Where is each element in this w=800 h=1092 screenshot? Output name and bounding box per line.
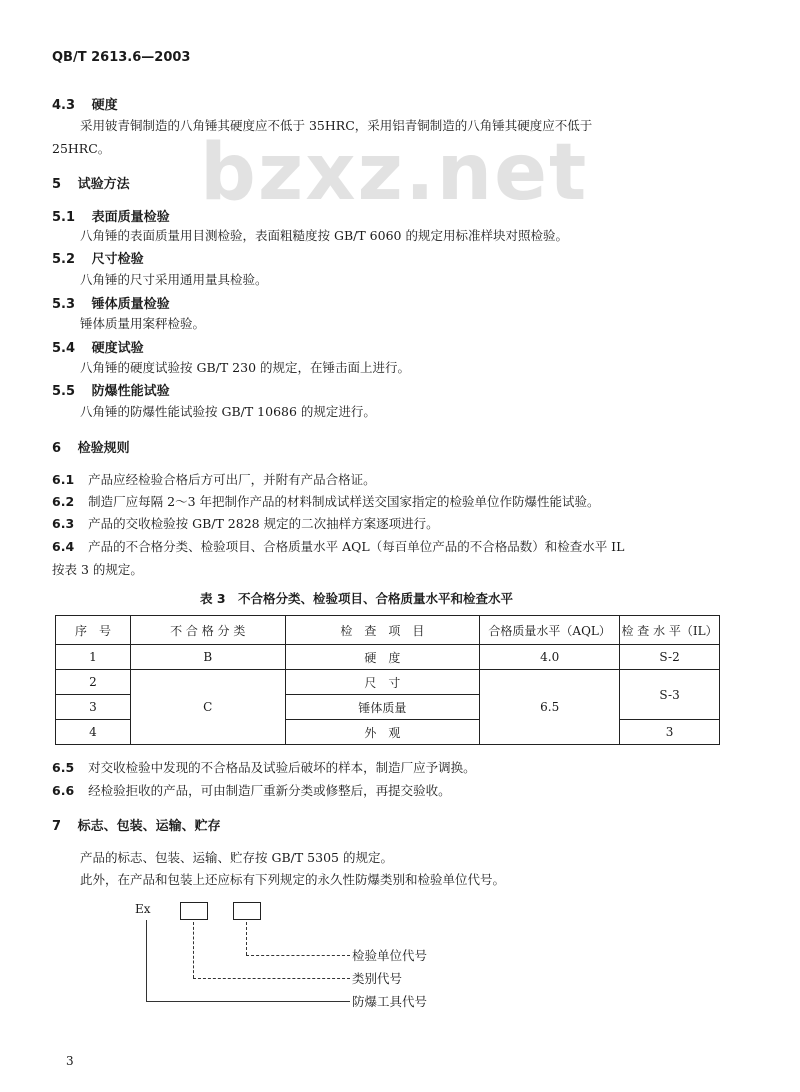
cell-item: 尺 寸 — [285, 670, 480, 695]
table-header-row — [56, 616, 720, 645]
section-title: 试验方法 — [77, 177, 130, 192]
header-cell: 检 查 项 目 — [285, 616, 480, 645]
cell-class: B — [130, 645, 285, 670]
cell-il: S-3 — [620, 670, 720, 720]
section-5-3-text: 锤体质量用案秤检验。 — [80, 316, 206, 331]
section-5-5-text: 八角锤的防爆性能试验按 GB/T 10686 的规定进行。 — [80, 404, 376, 419]
inspection-unit-code-box — [233, 902, 261, 920]
section-text: 经检验拒收的产品，可由制造厂重新分类或修整后，再提交验收。 — [88, 783, 451, 798]
section-4-3-heading — [52, 94, 118, 113]
leader-line — [146, 920, 147, 1002]
section-title: 防爆性能试验 — [91, 384, 170, 399]
section-5-1-text: 八角锤的表面质量用目测检验，表面粗糙度按 GB/T 6060 的规定用标准样块对照检验。 — [80, 228, 568, 243]
section-title: 锤体质量检验 — [91, 297, 170, 312]
category-code-box — [180, 902, 208, 920]
section-number: 5.1 — [52, 210, 76, 225]
section-4-3-text-line1: 采用铍青铜制造的八角锤其硬度应不低于 35HRC，采用铝青铜制造的八角锤其硬度应不低于 — [80, 118, 593, 133]
header-cell: 合格质量水平（AQL） — [480, 616, 620, 645]
section-5-2-text: 八角锤的尺寸采用通用量具检验。 — [80, 272, 268, 287]
section-number: 5.2 — [52, 252, 76, 267]
cell-no: 4 — [56, 720, 131, 745]
section-6-1 — [52, 470, 376, 488]
leader-line — [146, 1001, 350, 1002]
section-6-4-line1 — [52, 537, 624, 555]
section-5-heading — [52, 173, 130, 192]
table-row — [56, 645, 720, 670]
section-6-6 — [52, 781, 451, 799]
cell-item: 外 观 — [285, 720, 480, 745]
table-3-caption: 表 3 不合格分类、检验项目、合格质量水平和检查水平 — [200, 591, 514, 606]
leader-line — [246, 955, 350, 956]
cell-no: 1 — [56, 645, 131, 670]
section-number: 6 — [52, 441, 62, 456]
cell-item: 硬 度 — [285, 645, 480, 670]
leader-line — [246, 922, 247, 955]
cell-no: 2 — [56, 670, 131, 695]
section-5-2-heading — [52, 248, 144, 267]
section-number: 6.1 — [52, 472, 75, 487]
page-number: 3 — [66, 1054, 74, 1068]
section-number: 7 — [52, 819, 62, 834]
section-number: 5 — [52, 177, 62, 192]
section-5-4-heading — [52, 337, 144, 356]
leader-line — [193, 978, 350, 979]
leader-line — [193, 922, 194, 978]
standard-number: QB/T 2613.6—2003 — [52, 50, 191, 65]
section-number: 5.3 — [52, 297, 76, 312]
section-5-5-heading — [52, 380, 170, 399]
section-text: 产品应经检验合格后方可出厂，并附有产品合格证。 — [88, 472, 376, 487]
section-title: 表面质量检验 — [91, 210, 170, 225]
cell-item: 锤体质量 — [285, 695, 480, 720]
section-number: 6.3 — [52, 516, 75, 531]
cell-il: S-2 — [620, 645, 720, 670]
header-cell: 序 号 — [56, 616, 131, 645]
header-cell: 不 合 格 分 类 — [130, 616, 285, 645]
category-code-label: 类别代号 — [352, 971, 403, 986]
section-4-3-text-line2: 25HRC。 — [52, 141, 111, 156]
section-7-heading — [52, 815, 221, 834]
section-title: 硬度试验 — [91, 341, 144, 356]
section-number: 5.4 — [52, 341, 76, 356]
cell-aql: 6.5 — [480, 670, 620, 745]
section-number: 6.5 — [52, 760, 75, 775]
table-row — [56, 670, 720, 695]
section-number: 6.6 — [52, 783, 75, 798]
header-cell: 检 查 水 平（IL） — [620, 616, 720, 645]
section-7-text-line1: 产品的标志、包装、运输、贮存按 GB/T 5305 的规定。 — [80, 850, 393, 865]
section-6-4-line2: 按表 3 的规定。 — [52, 562, 143, 577]
watermark: bzxz.net — [200, 128, 589, 218]
inspection-unit-code-label: 检验单位代号 — [352, 948, 428, 963]
section-number: 6.4 — [52, 539, 75, 554]
section-text: 制造厂应每隔 2～3 年把制作产品的材料制成试样送交国家指定的检验单位作防爆性能试验。 — [88, 494, 600, 509]
section-7-text-line2: 此外，在产品和包装上还应标有下列规定的永久性防爆类别和检验单位代号。 — [80, 872, 506, 887]
section-text: 产品的交收检验按 GB/T 2828 规定的二次抽样方案逐项进行。 — [88, 516, 439, 531]
cell-il: 3 — [620, 720, 720, 745]
ex-prefix: Ex — [135, 902, 151, 916]
section-text: 对交收检验中发现的不合格品及试验后破坏的样本，制造厂应予调换。 — [88, 760, 476, 775]
cell-class: C — [130, 670, 285, 745]
section-5-1-heading — [52, 206, 170, 225]
section-6-3 — [52, 514, 439, 532]
section-title: 硬度 — [91, 98, 118, 113]
cell-aql: 4.0 — [480, 645, 620, 670]
section-title: 检验规则 — [77, 441, 130, 456]
section-number: 5.5 — [52, 384, 76, 399]
section-6-5 — [52, 758, 476, 776]
table-3 — [55, 615, 720, 745]
cell-no: 3 — [56, 695, 131, 720]
section-text: 产品的不合格分类、检验项目、合格质量水平 AQL（每百单位产品的不合格品数）和检查水平 IL — [88, 539, 625, 554]
explosion-proof-tool-code-label: 防爆工具代号 — [352, 994, 428, 1009]
section-6-heading — [52, 437, 130, 456]
section-title: 尺寸检验 — [91, 252, 144, 267]
section-number: 6.2 — [52, 494, 75, 509]
section-6-2 — [52, 492, 600, 510]
section-5-4-text: 八角锤的硬度试验按 GB/T 230 的规定，在锤击面上进行。 — [80, 360, 410, 375]
section-title: 标志、包装、运输、贮存 — [77, 819, 221, 834]
section-number: 4.3 — [52, 98, 76, 113]
section-5-3-heading — [52, 293, 170, 312]
